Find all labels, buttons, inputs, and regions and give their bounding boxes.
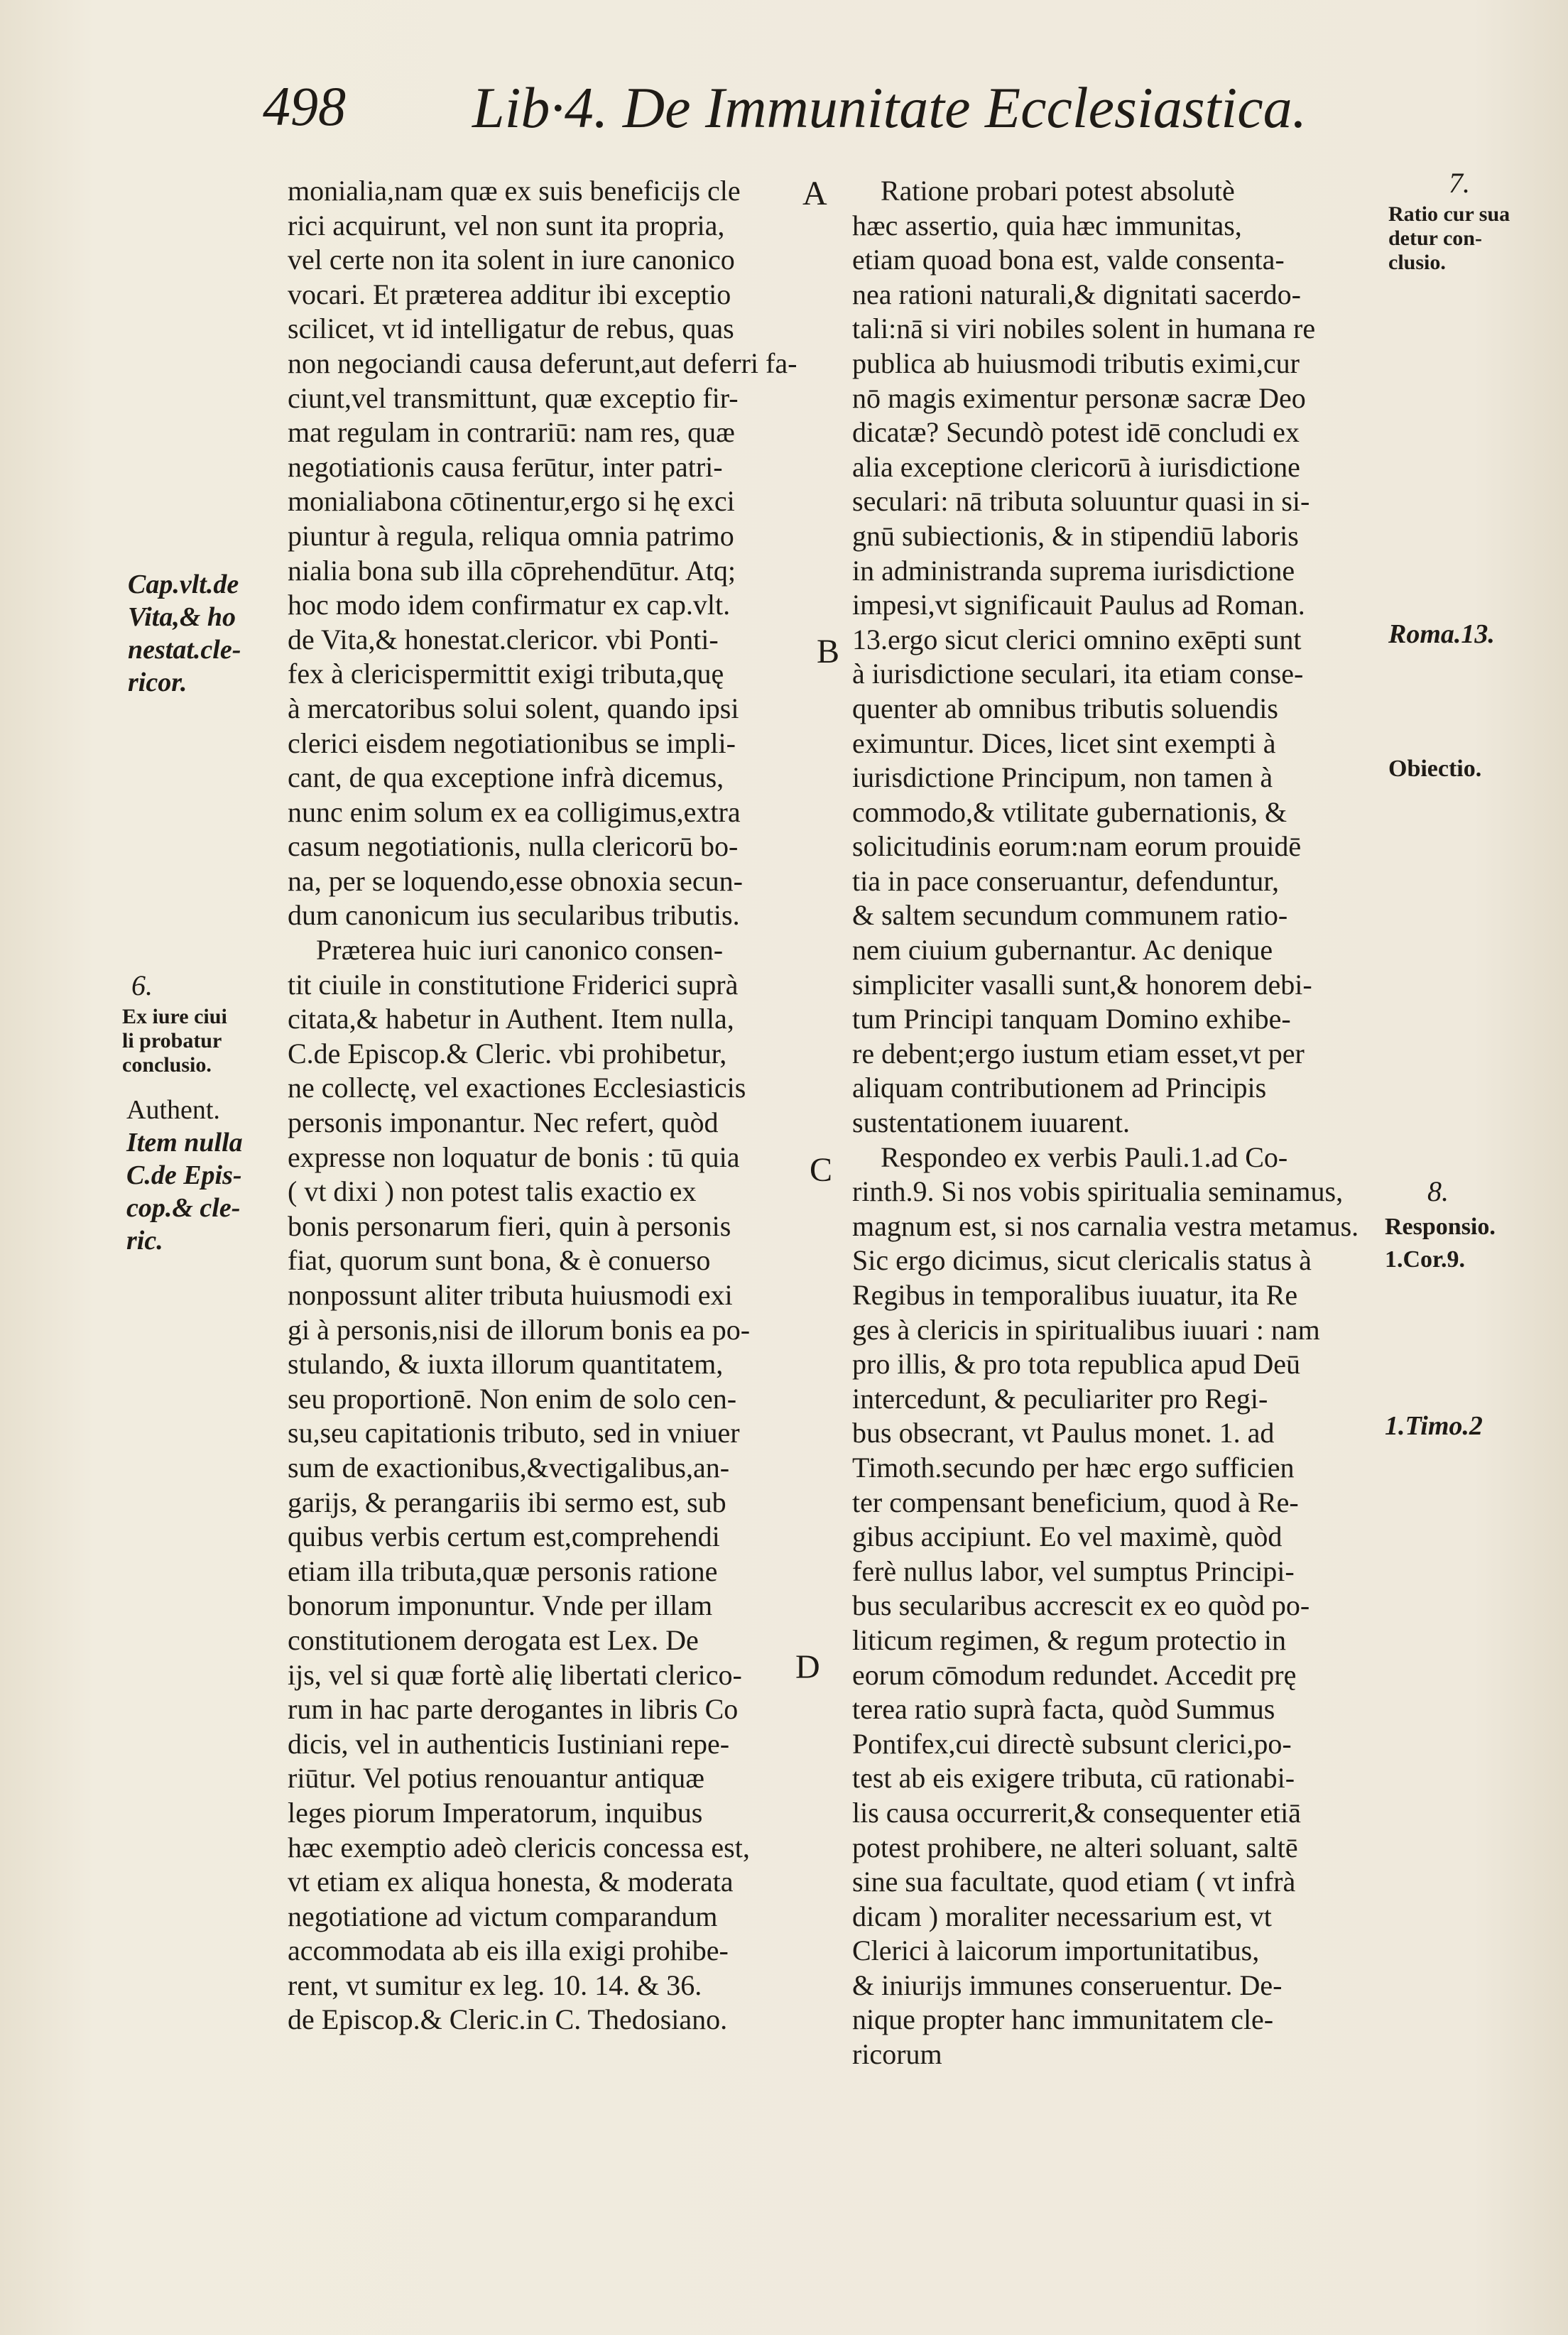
text-line: 13.ergo sicut clerici omnino exēpti sunt — [852, 623, 1302, 655]
margin-note-cap-vlt — [128, 568, 241, 699]
text-line: bus obsecrant, vt Paulus monet. 1. ad — [852, 1417, 1275, 1449]
text-line: lis causa occurrerit,& consequenter etiā — [852, 1796, 1301, 1829]
text-line: citata,& habetur in Authent. Item nulla, — [288, 1003, 734, 1035]
text-line: hoc modo idem confirmatur ex cap.vlt. — [288, 589, 731, 621]
text-line: monialia,nam quæ ex suis beneficijs cle — [288, 175, 741, 207]
text-line: ( vt dixi ) non potest talis exactio ex — [288, 1175, 697, 1208]
text-line: negotiationis causa ferūtur, inter patri- — [288, 450, 723, 483]
text-line: nem ciuium gubernantur. Ac denique — [852, 934, 1273, 967]
text-line: etiam illa tributa,quæ personis ratione — [288, 1555, 718, 1587]
text-line: pro illis, & pro tota republica apud Deū — [852, 1348, 1300, 1381]
text-line: bonis personarum fieri, quin à personis — [288, 1209, 731, 1242]
margin-note-obiectio — [1388, 753, 1481, 785]
text-line: piuntur à regula, reliqua omnia patrimo — [288, 519, 734, 552]
text-line: & iniurijs immunes conseruentur. De- — [852, 1969, 1283, 2001]
margin-note-line: ricor. — [128, 668, 187, 697]
margin-note-line: Responsio. — [1385, 1214, 1496, 1240]
text-line: impesi,vt significauit Paulus ad Roman. — [852, 589, 1305, 621]
text-line: test ab eis exigere tributa, cū rationabi- — [852, 1762, 1295, 1795]
margin-note-line: li probatur — [122, 1029, 222, 1052]
text-line: sustentationem iuuarent. — [852, 1106, 1131, 1139]
margin-note-line: 1.Timo.2 — [1385, 1411, 1483, 1441]
text-line: Regibus in temporalibus iuuatur, ita Re — [852, 1279, 1298, 1311]
text-line: de Vita,& honestat.clericor. vbi Ponti- — [288, 623, 719, 655]
text-line: simpliciter vasalli sunt,& honorem debi- — [852, 968, 1312, 1001]
text-line: à iurisdictione seculari, ita etiam conse- — [852, 658, 1304, 690]
margin-note-ratio — [1388, 202, 1510, 275]
margin-note-6 — [131, 969, 153, 1002]
margin-note-authent — [126, 1094, 243, 1257]
text-line: vt etiam ex aliqua honesta, & moderata — [288, 1866, 734, 1898]
text-line: constitutionem derogata est Lex. De — [288, 1623, 699, 1656]
text-line: tia in pace conseruantur, defenduntur, — [852, 864, 1279, 897]
text-line: seu proportionē. Non enim de solo cen- — [288, 1382, 737, 1415]
margin-note-line: Vita,& ho — [128, 602, 236, 632]
margin-note-line: clusio. — [1388, 251, 1446, 274]
text-line: C.de Episcop.& Cleric. vbi prohibetur, — [288, 1037, 727, 1069]
text-line: commodo,& vtilitate gubernationis, & — [852, 795, 1287, 828]
text-line: nialia bona sub illa cōprehendūtur. Atq; — [288, 554, 736, 587]
text-line: dicis, vel in authenticis Iustiniani repe- — [288, 1727, 730, 1760]
text-line: ciunt,vel transmittunt, quæ exceptio fir- — [288, 381, 739, 414]
text-line: expresse non loquatur de bonis : tū quia — [288, 1141, 740, 1173]
text-line: vocari. Et præterea additur ibi exceptio — [288, 278, 731, 310]
text-line: ges à clericis in spiritualibus iuuari : nam — [852, 1313, 1320, 1346]
margin-number: 7. — [1449, 167, 1470, 199]
text-line: sum de exactionibus,&vectigalibus,an- — [288, 1451, 730, 1484]
text-line: de Episcop.& Cleric.in C. Thedosiano. — [288, 2003, 728, 2036]
text-line: non negociandi causa deferunt,aut deferri fa- — [288, 347, 797, 379]
text-line: rum in hac parte derogantes in libris Co — [288, 1693, 739, 1726]
text-line: monialiabona cōtinentur,ergo si hę exci — [288, 485, 735, 518]
margin-note-line: ric. — [126, 1226, 163, 1256]
text-line: re debent;ergo iustum etiam esset,vt per — [852, 1037, 1305, 1069]
margin-note-timo — [1385, 1410, 1483, 1442]
text-line: casum negotiationis, nulla clericorū bo- — [288, 830, 739, 863]
text-line: nonpossunt aliter tributa huiusmodi exi — [288, 1279, 733, 1311]
margin-note-line: Authent. — [126, 1095, 220, 1125]
text-line: nō magis eximentur personæ sacræ Deo — [852, 381, 1306, 414]
text-line: ricorum — [852, 2038, 942, 2071]
margin-number: 6. — [131, 969, 153, 1001]
text-line: solicitudinis eorum:nam eorum prouidē — [852, 830, 1302, 863]
text-line: sine sua facultate, quod etiam ( vt infrà — [852, 1866, 1296, 1898]
page-number: 498 — [263, 75, 346, 137]
text-line: scilicet, vt id intelligatur de rebus, quas — [288, 312, 734, 345]
text-line: hæc exemptio adeò clericis concessa est, — [288, 1831, 750, 1863]
text-line: tit ciuile in constitutione Friderici suprà — [288, 968, 739, 1001]
text-line: rinth.9. Si nos vobis spiritualia seminamus, — [852, 1175, 1344, 1208]
text-line: ne collectę, vel exactiones Ecclesiasticis — [288, 1072, 746, 1104]
text-line: ter compensant beneficium, quod à Re- — [852, 1486, 1299, 1518]
text-line: magnum est, si nos carnalia vestra metamus. — [852, 1209, 1359, 1242]
text-line: ferè nullus labor, vel sumptus Principi- — [852, 1555, 1295, 1587]
text-line: eorum cōmodum redundet. Accedit prę — [852, 1658, 1297, 1691]
text-line: tum Principi tanquam Domino exhibe- — [852, 1003, 1291, 1035]
section-letter-a: A — [802, 175, 827, 212]
text-line: accommodata ab eis illa exigi prohibe- — [288, 1934, 729, 1967]
text-line: Sic ergo dicimus, sicut clericalis status à — [852, 1244, 1312, 1277]
text-line: dicatæ? Secundò potest idē concludi ex — [852, 416, 1300, 449]
text-line: personis imponantur. Nec refert, quòd — [288, 1106, 719, 1139]
text-line: ijs, vel si quæ fortè alię libertati clerico- — [288, 1658, 742, 1691]
left-text-column — [288, 174, 797, 2037]
text-line: etiam quoad bona est, valde consenta- — [852, 244, 1285, 276]
margin-note-line: Item nulla — [126, 1128, 243, 1158]
text-line: nea rationi naturali,& dignitati sacerdo- — [852, 278, 1301, 310]
text-line: fiat, quorum sunt bona, & è conuerso — [288, 1244, 711, 1277]
text-line: seculari: nā tributa soluuntur quasi in si- — [852, 485, 1310, 518]
text-line: Timoth.secundo per hæc ergo sufficien — [852, 1451, 1295, 1484]
section-letter-d: D — [795, 1648, 820, 1686]
margin-note-7 — [1449, 167, 1470, 200]
margin-note-line: Ex iure ciui — [122, 1005, 227, 1028]
text-line: Præterea huic iuri canonico consen- — [288, 934, 724, 967]
margin-note-roma — [1388, 618, 1495, 651]
margin-note-line: Ratio cur sua — [1388, 202, 1510, 226]
text-line: quenter ab omnibus tributis soluendis — [852, 692, 1278, 724]
margin-note-line: detur con- — [1388, 227, 1482, 250]
margin-note-line: 1.Cor.9. — [1385, 1246, 1466, 1273]
margin-note-line: conclusio. — [122, 1053, 212, 1077]
text-line: in administranda suprema iurisdictione — [852, 554, 1295, 587]
text-line: alia exceptione clericorū à iurisdictione — [852, 450, 1300, 483]
text-line: gnū subiectionis, & in stipendiū laboris — [852, 519, 1299, 552]
margin-number: 8. — [1427, 1175, 1449, 1207]
text-line: cant, de qua exceptione infrà dicemus, — [288, 761, 724, 794]
text-line: iurisdictione Principum, non tamen à — [852, 761, 1273, 794]
text-line: su,seu capitationis tributo, sed in vniuer — [288, 1417, 740, 1449]
text-line: mat regulam in contrariū: nam res, quæ — [288, 416, 735, 449]
right-text-column — [852, 174, 1399, 2072]
text-line: terea ratio suprà facta, quòd Summus — [852, 1693, 1275, 1726]
text-line: nique propter hanc immunitatem cle- — [852, 2003, 1274, 2036]
text-line: stulando, & iuxta illorum quantitatem, — [288, 1348, 724, 1381]
text-line: hæc assertio, quia hæc immunitas, — [852, 209, 1242, 241]
text-line: riūtur. Vel potius renouantur antiquæ — [288, 1762, 704, 1795]
text-line: garijs, & perangariis ibi sermo est, sub — [288, 1486, 726, 1518]
text-line: tali:nā si viri nobiles solent in humana re — [852, 312, 1316, 345]
text-line: & saltem secundum communem ratio- — [852, 899, 1288, 932]
text-line: aliquam contributionem ad Principis — [852, 1072, 1267, 1104]
text-line: gi à personis,nisi de illorum bonis ea po- — [288, 1313, 751, 1346]
text-line: clerici eisdem negotiationibus se impli- — [288, 726, 736, 759]
section-letter-c: C — [810, 1151, 833, 1189]
running-title: Lib·4. De Immunitate Ecclesiastica. — [472, 75, 1307, 140]
margin-note-8 — [1427, 1175, 1449, 1208]
text-line: negotiatione ad victum comparandum — [288, 1900, 718, 1932]
margin-note-line: cop.& cle- — [126, 1193, 241, 1223]
text-line: bonorum imponuntur. Vnde per illam — [288, 1589, 713, 1622]
text-line: Ratione probari potest absolutè — [852, 175, 1235, 207]
margin-note-line: C.de Epis- — [126, 1160, 242, 1190]
text-line: eximuntur. Dices, licet sint exempti à — [852, 726, 1276, 759]
text-line: vel certe non ita solent in iure canonico — [288, 244, 735, 276]
text-line: rent, vt sumitur ex leg. 10. 14. & 36. — [288, 1969, 702, 2001]
text-line: intercedunt, & peculiariter pro Regi- — [852, 1382, 1268, 1415]
margin-note-responsio — [1385, 1211, 1496, 1276]
text-line: publica ab huiusmodi tributis eximi,cur — [852, 347, 1300, 379]
text-line: bus secularibus accrescit ex eo quòd po- — [852, 1589, 1310, 1622]
text-line: dum canonicum ius secularibus tributis. — [288, 899, 740, 932]
text-line: fex à clericispermittit exigi tributa,quę — [288, 658, 724, 690]
section-letter-b: B — [817, 633, 840, 670]
margin-note-line: Obiectio. — [1388, 756, 1482, 782]
margin-note-line: Roma.13. — [1388, 619, 1495, 649]
text-line: potest prohibere, ne alteri soluant, saltē — [852, 1831, 1298, 1863]
text-line: dicam ) moraliter necessarium est, vt — [852, 1900, 1272, 1932]
text-line: nunc enim solum ex ea colligimus,extra — [288, 795, 741, 828]
text-line: Pontifex,cui directè subsunt clerici,po- — [852, 1727, 1292, 1760]
text-line: à mercatoribus solui solent, quando ipsi — [288, 692, 739, 724]
text-line: rici acquirunt, vel non sunt ita propria, — [288, 209, 725, 241]
margin-note-line: nestat.cle- — [128, 635, 241, 665]
text-line: leges piorum Imperatorum, inquibus — [288, 1796, 703, 1829]
text-line: Respondeo ex verbis Pauli.1.ad Co- — [852, 1141, 1288, 1173]
text-line: gibus accipiunt. Eo vel maximè, quòd — [852, 1520, 1283, 1553]
text-line: quibus verbis certum est,comprehendi — [288, 1520, 720, 1553]
margin-note-ex-iure — [122, 1005, 227, 1077]
text-line: Clerici à laicorum importunitatibus, — [852, 1934, 1260, 1967]
text-line: na, per se loquendo,esse obnoxia secun- — [288, 864, 743, 897]
text-line: liticum regimen, & regum protectio in — [852, 1623, 1286, 1656]
margin-note-line: Cap.vlt.de — [128, 570, 239, 599]
